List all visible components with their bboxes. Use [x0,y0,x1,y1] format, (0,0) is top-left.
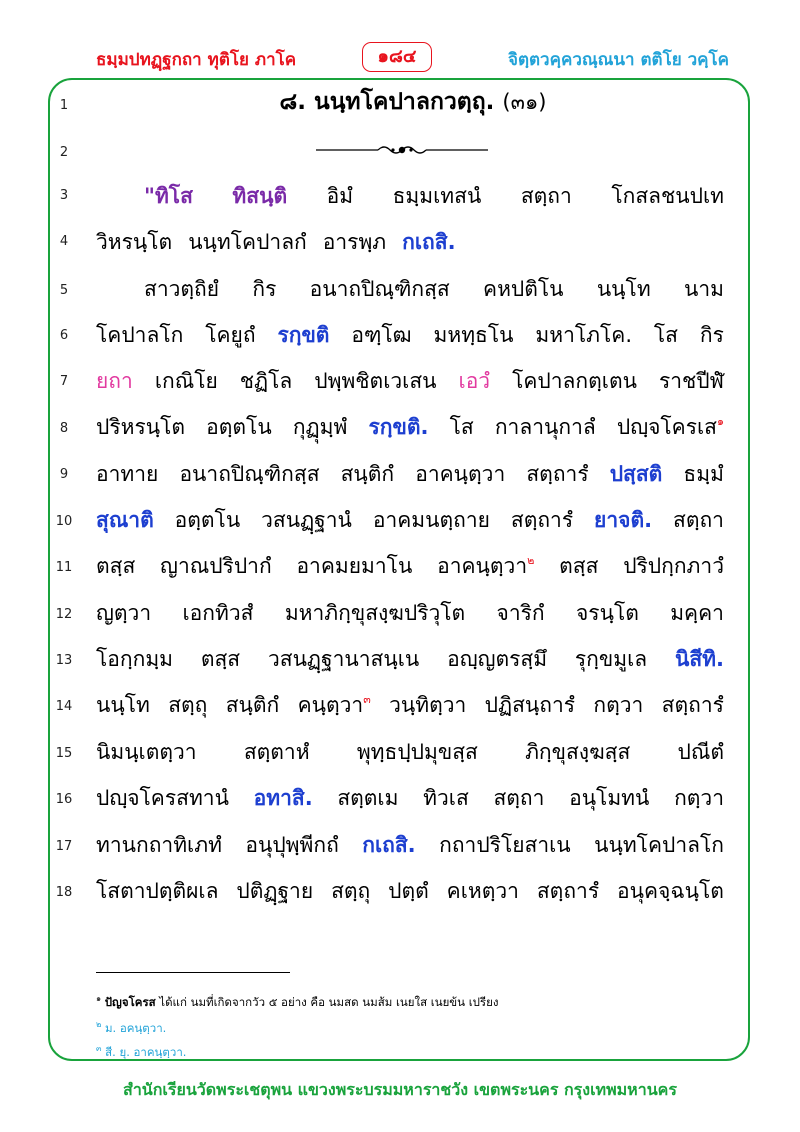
footnote-3 [96,1042,186,1062]
text-line [96,643,724,676]
word: ปตฺตํ [388,879,429,903]
word: โกสลชนปเท [611,184,724,208]
line-number: 9 [59,467,69,482]
word: นนฺโท [96,693,150,717]
word: จรนฺโต [576,601,639,625]
word: วิหรนฺโต [96,230,173,254]
word: คหปติโน [483,277,564,301]
word: อิมํ [326,184,354,208]
line-number: 3 [59,188,69,203]
word: โส [653,323,679,347]
text-line [144,180,724,213]
line-number: 7 [59,374,69,389]
word: ราชปีฬํ [658,369,724,393]
word: ญตฺวา [96,601,152,625]
footnote-2 [96,1018,166,1038]
word: ยถา [96,369,133,393]
line-number: 6 [59,328,69,343]
line-number: 10 [55,514,73,529]
word: อนาถปิณฺฑิกสฺส [179,462,320,486]
word: รกฺขติ [277,323,330,347]
footnote-term: ปัญจโครส [104,995,156,1009]
word: สตฺถุ [168,693,208,717]
word: ธมฺมํ [683,462,724,486]
footnote-mark: ๑ [96,994,102,1003]
word-with-footnote [298,689,371,722]
line-number: 5 [59,283,69,298]
word: สตฺถารํ [510,508,574,532]
word: คนฺตฺวา [297,693,364,717]
word: ยาจติ. [594,508,653,532]
footnote-separator [96,972,290,973]
word: อาคนฺตฺวา [415,462,506,486]
word: โคปาลโก [96,323,184,347]
word: กตฺวา [674,786,724,810]
word: อาทาย [96,462,159,486]
word-with-footnote [617,411,724,444]
word: สตฺถุ [331,879,371,903]
word: คเหตฺวา [446,879,519,903]
word: นนฺทโคปาลโก [594,833,724,857]
word: ปณีตํ [677,740,724,764]
word: สาวตฺถิยํ [144,277,220,301]
word: ชฏิโล [239,369,293,393]
footnote-marker: ๑ [717,415,724,428]
header-chapter-title: จิตฺตวคฺควณฺณนา ตติโย วคฺโค [508,50,730,70]
word: ปฏิสนฺถารํ [484,693,576,717]
line-number: 12 [55,607,73,622]
word: "ทิโส [144,184,193,208]
word: โคปาลกตฺเตน [512,369,637,393]
word: กิร [699,323,724,347]
word: สตฺตาหํ [243,740,310,764]
word: สตฺถารํ [661,693,724,717]
text-line [96,411,724,444]
word: อนุโมทนํ [569,786,650,810]
word: อนาถปิณฺฑิกสฺส [309,277,450,301]
line-number: 11 [55,560,73,575]
word: อตฺตโน [206,415,272,439]
line-number: 1 [59,98,69,113]
line-number: 14 [55,699,73,714]
footnote-marker: ๒ [527,554,535,567]
word: ปพฺพชิตเวเสน [314,369,437,393]
word: นนฺทโคปาลกํ [188,230,307,254]
title-ornament-divider [314,141,490,159]
word: อาคนฺตฺวา [437,554,528,578]
word: ตสฺส [200,647,241,671]
word: ภิกฺขุสงฺฆสฺส [525,740,631,764]
footnote-mark: ๒ [96,1020,102,1029]
word: สุณาติ [96,508,154,532]
text-line [96,550,724,583]
word: ปริหรนฺโต [96,415,186,439]
text-line [96,319,724,352]
word: เอกทิวสํ [182,601,254,625]
footnote-marker: ๓ [363,693,371,706]
story-number: (๓๑) [502,90,547,114]
word: มคฺคา [670,601,724,625]
header-book-title: ธมฺมปทฏฺฐกถา ทุติโย ภาโค [96,50,297,70]
line-number: 13 [55,653,73,668]
word: นิสีทิ. [674,647,724,671]
word: มหาภิกฺขุสงฺฆปริวุโต [284,601,466,625]
word: อตฺตโน [174,508,241,532]
word: สตฺถา [493,786,545,810]
word: อนุคจฺฉนฺโต [617,879,724,903]
line-number: 17 [55,839,73,854]
word: อทาสิ. [253,786,313,810]
line-number: 16 [55,792,73,807]
word: สตฺตเม [337,786,399,810]
word: สตฺถา [520,184,572,208]
word: สนฺติกํ [225,693,280,717]
text-line [96,504,724,537]
word: กาลานุกาลํ [494,415,596,439]
word: ตสฺส [559,554,599,578]
word-with-footnote [437,550,534,583]
word: อาคมยมาโน [296,554,413,578]
text-line [96,782,724,815]
word: สตฺถา [673,508,724,532]
text-line [144,273,724,306]
footnote-text: สี. ยุ. อาคนฺตฺวา. [105,1045,187,1059]
word: รุกฺขมูเล [574,647,648,671]
word: ทานกถาทิเภทํ [96,833,222,857]
word: กถาปริโยสาเน [439,833,571,857]
line-number: 8 [59,421,69,436]
story-title-text: ๘. นนฺทโคปาลกวตฺถุ. [279,89,495,115]
word: นิมนฺเตตฺวา [96,740,197,764]
word: อญฺญตรสฺมึ [447,647,548,671]
word: ญาณปริปากํ [160,554,272,578]
footnote-text: ได้แก่ นมที่เกิดจากวัว ๕ อย่าง คือ นมสด นมส้ม เนยใส เนยข้น เปรียง [155,995,499,1009]
word: ปริปกฺกภาวํ [623,554,724,578]
word: สตฺถารํ [526,462,589,486]
word: วสนฏฺฐานํ [261,508,352,532]
word: ปญฺจโครเส [616,415,718,439]
word: นาม [683,277,724,301]
word: ทิสนฺติ [232,184,288,208]
word: เกณิโย [154,369,218,393]
word: ปติฏฺฐาย [236,879,314,903]
word: มหทฺธโน [433,323,514,347]
word: เอวํ [458,369,491,393]
footnote-text: ม. อคนฺตฺวา. [104,1021,167,1035]
word: โคยูถํ [205,323,256,347]
word: อารพฺภ [322,230,387,254]
word: สนฺติกํ [340,462,395,486]
story-title [96,84,730,120]
text-line [96,829,724,862]
word: รกฺขติ. [368,415,429,439]
word: นนฺโท [596,277,651,301]
text-line [96,458,724,491]
footnote-1 [96,992,498,1012]
word: กเถสิ. [402,230,456,254]
word: โอกฺกมฺม [96,647,174,671]
page-number-badge: ๑๘๔ [362,42,432,72]
page-footer: สำนักเรียนวัดพระเชตุพน แขวงพระบรมมหาราชวัง เขตพระนคร กรุงเทพมหานคร [123,1080,677,1099]
word: สตฺถารํ [536,879,600,903]
word: กเถสิ. [362,833,416,857]
word: วนฺทิตฺวา [389,693,467,717]
text-line [96,226,724,259]
text-line [96,689,724,722]
word: ตสฺส [96,554,136,578]
text-line [96,365,724,398]
word: ปสฺสติ [609,462,663,486]
word: โสตาปตฺติผเล [96,879,219,903]
word: อาคมนตฺถาย [372,508,490,532]
line-number: 4 [59,234,69,249]
word: พุทฺธปฺปมุขสฺส [356,740,478,764]
word: โส [449,415,474,439]
word: ธมฺมเทสนํ [392,184,482,208]
word: อนุปุพฺพีกถํ [245,833,339,857]
word: อฑฺโฒ [351,323,412,347]
text-line [96,597,724,630]
word: กิร [252,277,277,301]
line-number: 2 [59,145,69,160]
word: ปญฺจโครสทานํ [96,786,229,810]
word: จาริกํ [496,601,545,625]
word: วสนฏฺฐานาสนฺเน [267,647,420,671]
footnote-mark: ๓ [96,1044,102,1053]
line-number: 18 [55,885,73,900]
line-number: 15 [55,746,73,761]
word: กุฏุมฺพํ [292,415,348,439]
text-line [96,875,724,908]
word: มหาโภโค. [535,323,633,347]
text-line [96,736,724,769]
word: กตฺวา [593,693,644,717]
word: ทิวเส [423,786,469,810]
